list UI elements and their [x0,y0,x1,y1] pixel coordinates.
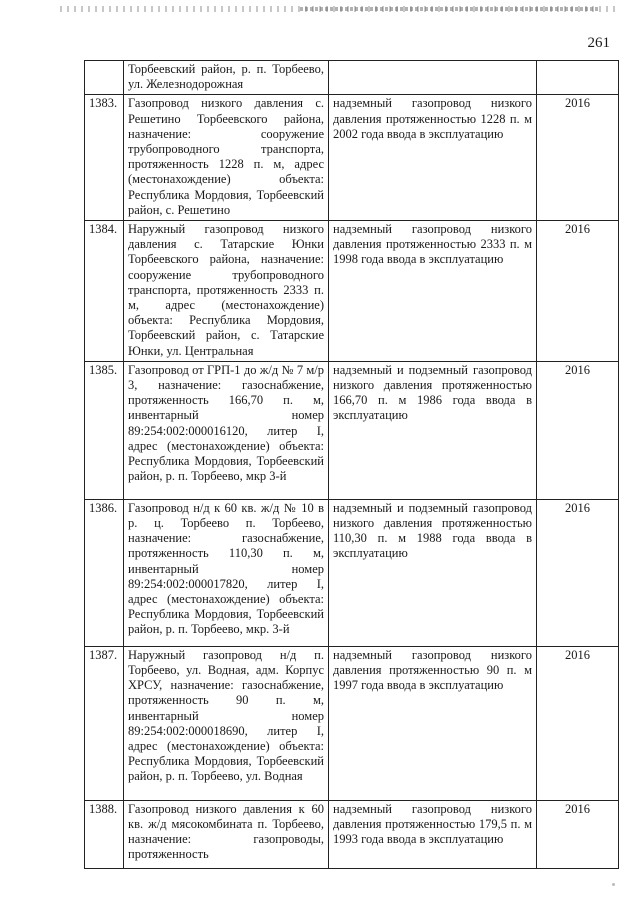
object-description: надземный газопровод низкого давления протяженностью 179,5 п. м 1993 года ввода в эксплуатацию [329,800,537,868]
property-registry-table [84,60,619,869]
year: 2016 [537,800,619,868]
table-row [85,499,619,646]
row-number: 1385. [85,361,124,499]
object-name: Газопровод от ГРП-1 до ж/д № 7 м/р 3, назначение: газоснабжение, протяженность 166,70 п. м, инвентарный номер 89:254:002:000016120, литер I, адрес (местонахождение) объекта: Республика Мордовия, Торбеевский район, р. п. Торбеево, мкр 3-й [124,361,329,499]
row-number: 1383. [85,95,124,221]
year [537,61,619,95]
object-name: Наружный газопровод низкого давления с. Татарские Юнки Торбеевского района, назначение: сооружение трубопроводного транспорта, протяженность 2333 п. м, адрес (местонахождение) объекта: Республика Мордовия, Торбеевский район, с. Татарские Юнки, ул. Центральная [124,221,329,362]
object-description: надземный газопровод низкого давления протяженностью 2333 п. м 1998 года ввода в эксплуатацию [329,221,537,362]
table-row [85,361,619,499]
table-row [85,95,619,221]
object-name: Торбеевский район, р. п. Торбеево, ул. Железнодорожная [124,61,329,95]
table-row [85,646,619,800]
scan-artifact [300,7,600,11]
object-name: Газопровод н/д к 60 кв. ж/д № 10 в р. ц. Торбеево п. Торбеево, назначение: газоснабжение, протяженность 110,30 п. м, инвентарный номер 89:254:002:000017820, литер I, адрес (местонахождение) объекта: Республика Мордовия, Торбеевский район, р. п. Торбеево, мкр. 3-й [124,499,329,646]
year: 2016 [537,499,619,646]
page-number: 261 [587,35,610,51]
table-row [85,800,619,868]
object-name: Газопровод низкого давления к 60 кв. ж/д мясокомбината п. Торбеево, назначение: газопроводы, протяженность [124,800,329,868]
object-description: надземный газопровод низкого давления протяженностью 90 п. м 1997 года ввода в эксплуатацию [329,646,537,800]
object-name: Наружный газопровод н/д п. Торбеево, ул. Водная, адм. Корпус ХРСУ, назначение: газоснабжение, протяженность 90 п. м, инвентарный номер 89:254:002:000018690, литер I, адрес (местонахождение) объекта: Республика Мордовия, Торбеевский район, р. п. Торбеево, ул. Водная [124,646,329,800]
row-number: 1388. [85,800,124,868]
object-description [329,61,537,95]
row-number: 1384. [85,221,124,362]
object-description: надземный и подземный газопровод низкого давления протяженностью 110,30 п. м 1988 года ввода в эксплуатацию [329,499,537,646]
year: 2016 [537,221,619,362]
year: 2016 [537,95,619,221]
year: 2016 [537,646,619,800]
year: 2016 [537,361,619,499]
scan-artifact [612,883,615,886]
row-number: 1387. [85,646,124,800]
object-description: надземный и подземный газопровод низкого давления протяженностью 166,70 п. м 1986 года ввода в эксплуатацию [329,361,537,499]
object-name: Газопровод низкого давления с. Решетино Торбеевского района, назначение: сооружение трубопроводного транспорта, протяженность 1228 п. м, адрес (местонахождение) объекта: Республика Мордовия, Торбеевский район, с. Решетино [124,95,329,221]
table-row [85,61,619,95]
row-number: 1386. [85,499,124,646]
table-row [85,221,619,362]
object-description: надземный газопровод низкого давления протяженностью 1228 п. м 2002 года ввода в эксплуатацию [329,95,537,221]
row-number [85,61,124,95]
